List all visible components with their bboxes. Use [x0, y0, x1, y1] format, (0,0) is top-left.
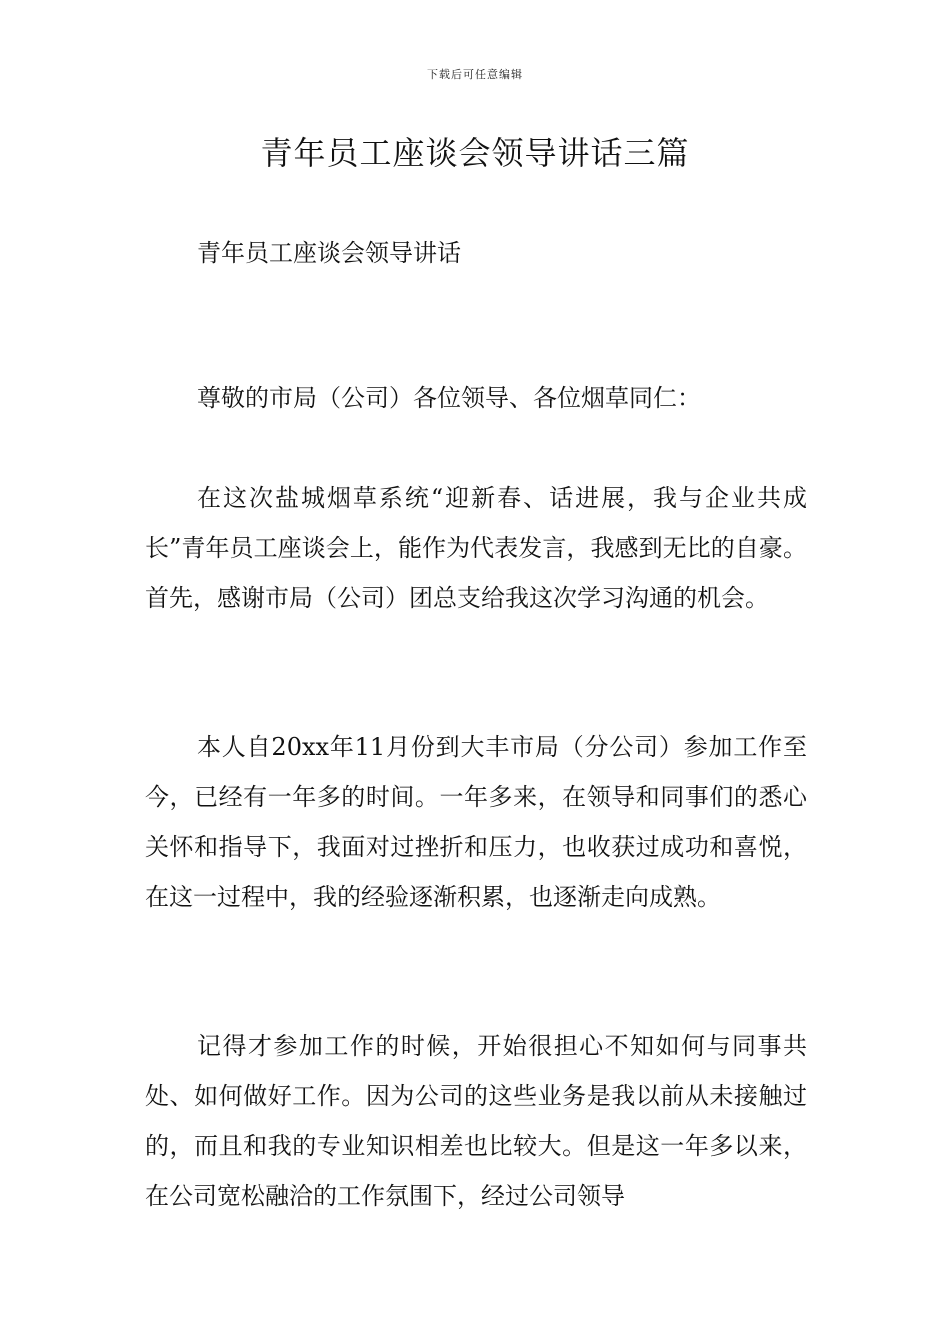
paragraph: 记得才参加工作的时候，开始很担心不知如何与同事共处、如何做好工作。因为公司的这些业务是我以前从未接触过的，而且和我的专业知识相差也比较大。但是这一年多以来，在公司宽松融洽的工作氛围下，经过公司领导: [145, 1032, 807, 1210]
document-subtitle: 青年员工座谈会领导讲话: [197, 239, 461, 267]
paragraph: 在这次盐城烟草系统“迎新春、话进展，我与企业共成长”青年员工座谈会上，能作为代表发言，我感到无比的自豪。首先，感谢市局（公司）团总支给我这次学习沟通的机会。: [145, 484, 807, 612]
greeting: 尊敬的市局（公司）各位领导、各位烟草同仁：: [197, 384, 701, 412]
document-title: 青年员工座谈会领导讲话三篇: [260, 134, 690, 172]
paragraph: 本人自20xx年11月份到大丰市局（分公司）参加工作至今，已经有一年多的时间。一年多来，在领导和同事们的悉心关怀和指导下，我面对过挫折和压力，也收获过成功和喜悦，在这一过程中，我的经验逐渐积累，也逐渐走向成熟。: [145, 733, 807, 911]
header-note: 下载后可任意编辑: [427, 68, 523, 81]
